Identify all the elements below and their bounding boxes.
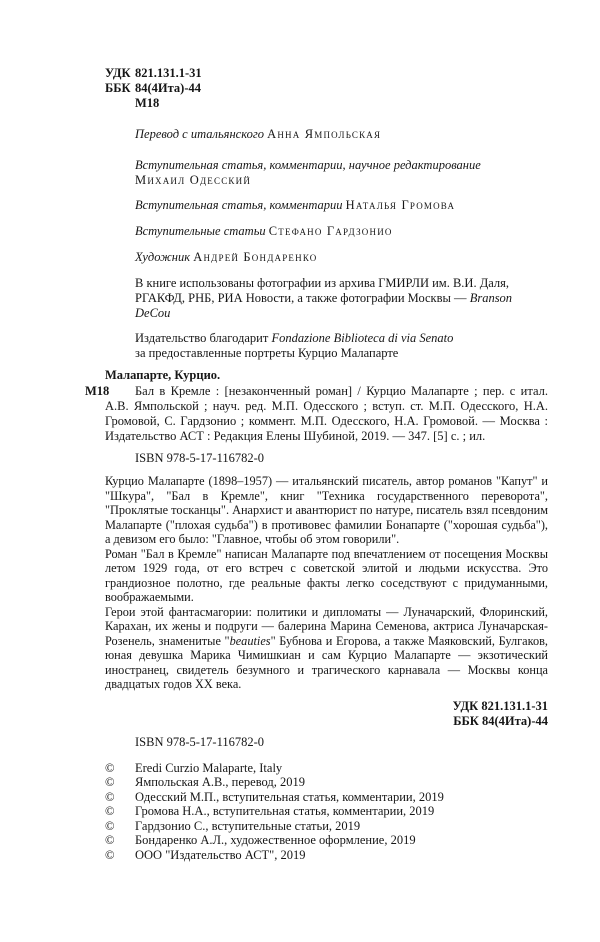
photo-credit-photographer: Branson DeCou [135, 291, 513, 320]
annotation-beauties-word: beauties [229, 633, 271, 648]
annotation-paragraph-3 [105, 605, 548, 692]
credit-intro-gardzonio [135, 224, 548, 239]
author-sign: М18 [135, 96, 160, 110]
bbk-row [105, 81, 548, 96]
copyright-row [105, 833, 548, 848]
gratitude-foundation-name: Fondazione Biblioteca di via Senato [271, 331, 454, 345]
gratitude-note [135, 331, 548, 361]
copyright-text: Ямпольская А.В., перевод, 2019 [135, 775, 306, 789]
copyright-row [105, 790, 548, 805]
classification-block-top [105, 66, 548, 111]
classification-block-bottom [105, 699, 548, 729]
credit-intro-gromova-name: Наталья Громова [345, 198, 456, 212]
copyright-symbol: © [105, 789, 115, 804]
copyright-list [105, 761, 548, 863]
credit-intro-gromova-role: Вступительная статья, комментарии [135, 198, 343, 212]
imprint-content [85, 66, 548, 862]
copyright-text: Одесский М.П., вступительная статья, комментарии, 2019 [135, 789, 444, 804]
credit-translation [135, 127, 548, 142]
copyright-symbol: © [105, 775, 115, 789]
copyright-text: Eredi Curzio Malaparte, Italy [135, 760, 283, 775]
credit-intro-odessky-role: Вступительная статья, комментарии, научное редактирование [135, 158, 481, 172]
udk-value: 821.131.1-31 [135, 66, 202, 80]
copyright-text: Гардзонио С., вступительные статьи, 2019 [135, 818, 361, 833]
gratitude-line1-text: Издательство благодарит [135, 331, 272, 345]
annotation-block [105, 474, 548, 692]
photo-credit-line2 [135, 291, 548, 321]
copyright-row [105, 804, 548, 819]
catalog-author-sign: М18 [85, 384, 110, 398]
copyright-symbol: © [105, 760, 115, 775]
credit-artist-role: Художник [135, 250, 191, 264]
credit-intro-gardzonio-role: Вступительные статьи [135, 224, 266, 238]
udk-label: УДК [105, 66, 131, 80]
copyright-text: ООО "Издательство АСТ", 2019 [135, 847, 306, 862]
isbn-catalog: ISBN 978-5-17-116782-0 [135, 451, 265, 465]
udk-row [105, 66, 548, 81]
annotation-paragraph-3-end: " Бубнова и Егорова, а также Маяковский, Булгаков, юная девушка Марика Чимишкиан и сам Курцио Малапарте — экзотический иностранец, свидетель безумного и трагического карнавала — Москвы конца двадцатых годов XX века. [105, 633, 548, 691]
copyright-symbol: © [105, 847, 115, 862]
author-sign-row [105, 96, 548, 111]
credit-artist [135, 250, 548, 265]
credit-intro-gromova [135, 198, 548, 213]
gratitude-line1 [135, 331, 548, 346]
credit-artist-name: Андрей Бондаренко [193, 250, 318, 264]
credit-translation-name: Анна Ямпольская [267, 127, 382, 141]
photo-credit-note [135, 276, 548, 321]
annotation-paragraph-3-start: Герои этой фантасмагории: политики и дипломаты — Луначарский, Флоринский, Карахан, их жены и подруги — балерина Марина Семенова, актриса Луначарская-Розенель, знаменитые " [105, 604, 548, 648]
bbk-bottom: ББК 84(4Ита)-44 [453, 713, 548, 728]
copyright-row [105, 848, 548, 863]
credit-translation-role: Перевод с итальянского [135, 127, 264, 141]
credit-intro-gardzonio-name: Стефано Гардзонио [268, 224, 393, 238]
annotation-paragraph-2: Роман "Бал в Кремле" написан Малапарте под впечатлением от посещения Москвы летом 1929 года, от его встреч с советской элитой и людьми искусства. Это грандиозное полотно, где реальные факты легко соседствуют с придуманными, воображаемыми. [105, 546, 548, 604]
bbk-label: ББК [105, 81, 131, 95]
copyright-row [105, 819, 548, 834]
isbn-bottom: ISBN 978-5-17-116782-0 [135, 734, 265, 749]
catalog-record [85, 384, 548, 444]
gratitude-line2: за предоставленные портреты Курцио Малапарте [135, 346, 399, 360]
copyright-symbol: © [105, 804, 115, 818]
copyright-row [105, 761, 548, 776]
copyright-text: Громова Н.А., вступительная статья, комментарии, 2019 [135, 804, 435, 818]
annotation-paragraph-1: Курцио Малапарте (1898–1957) — итальянский писатель, автор романов "Капут" и "Шкура", "Бал в Кремле", книг "Техника государственного переворота", "Проклятые тосканцы". Анархист и авантюрист по натуре, писатель взял псевдоним Малапарте ("плохая судьба") в противовес фамилии Бонапарте ("хорошая судьба"), а девизом его было: "Главное, чтобы об этом говорили". [105, 474, 549, 546]
udk-bottom: УДК 821.131.1-31 [452, 698, 548, 713]
catalog-author-header: Малапарте, Курцио. [105, 368, 221, 382]
photo-credit-line2-text: РГАКФД, РНБ, РИА Новости, а также фотографии Москвы — [135, 291, 470, 305]
bbk-value: 84(4Ита)-44 [135, 81, 202, 95]
copyright-symbol: © [105, 833, 115, 847]
copyright-text: Бондаренко А.Л., художественное оформление, 2019 [135, 833, 416, 847]
author-sign-spacer [105, 96, 135, 111]
photo-credit-line1: В книге использованы фотографии из архива ГМИРЛИ им. В.И. Даля, [135, 276, 510, 290]
copyright-symbol: © [105, 818, 115, 833]
credit-intro-odessky-name: Михаил Одесский [135, 173, 252, 187]
credit-intro-odessky [135, 158, 548, 188]
catalog-record-text: Бал в Кремле : [незаконченный роман] / Курцио Малапарте ; пер. с итал. А.В. Ямпольской ; науч. ред. М.П. Одесского ; вступ. ст. М.П. Одесского, Н.А. Громовой, С. Гардзонио ; коммент. М.П. Одесского, Н.А. Громовой. — Москва : Издательство АСТ : Редакция Елены Шубиной, 2019. — 347. [5] с. ; ил. [105, 384, 548, 443]
copyright-row [105, 775, 548, 790]
